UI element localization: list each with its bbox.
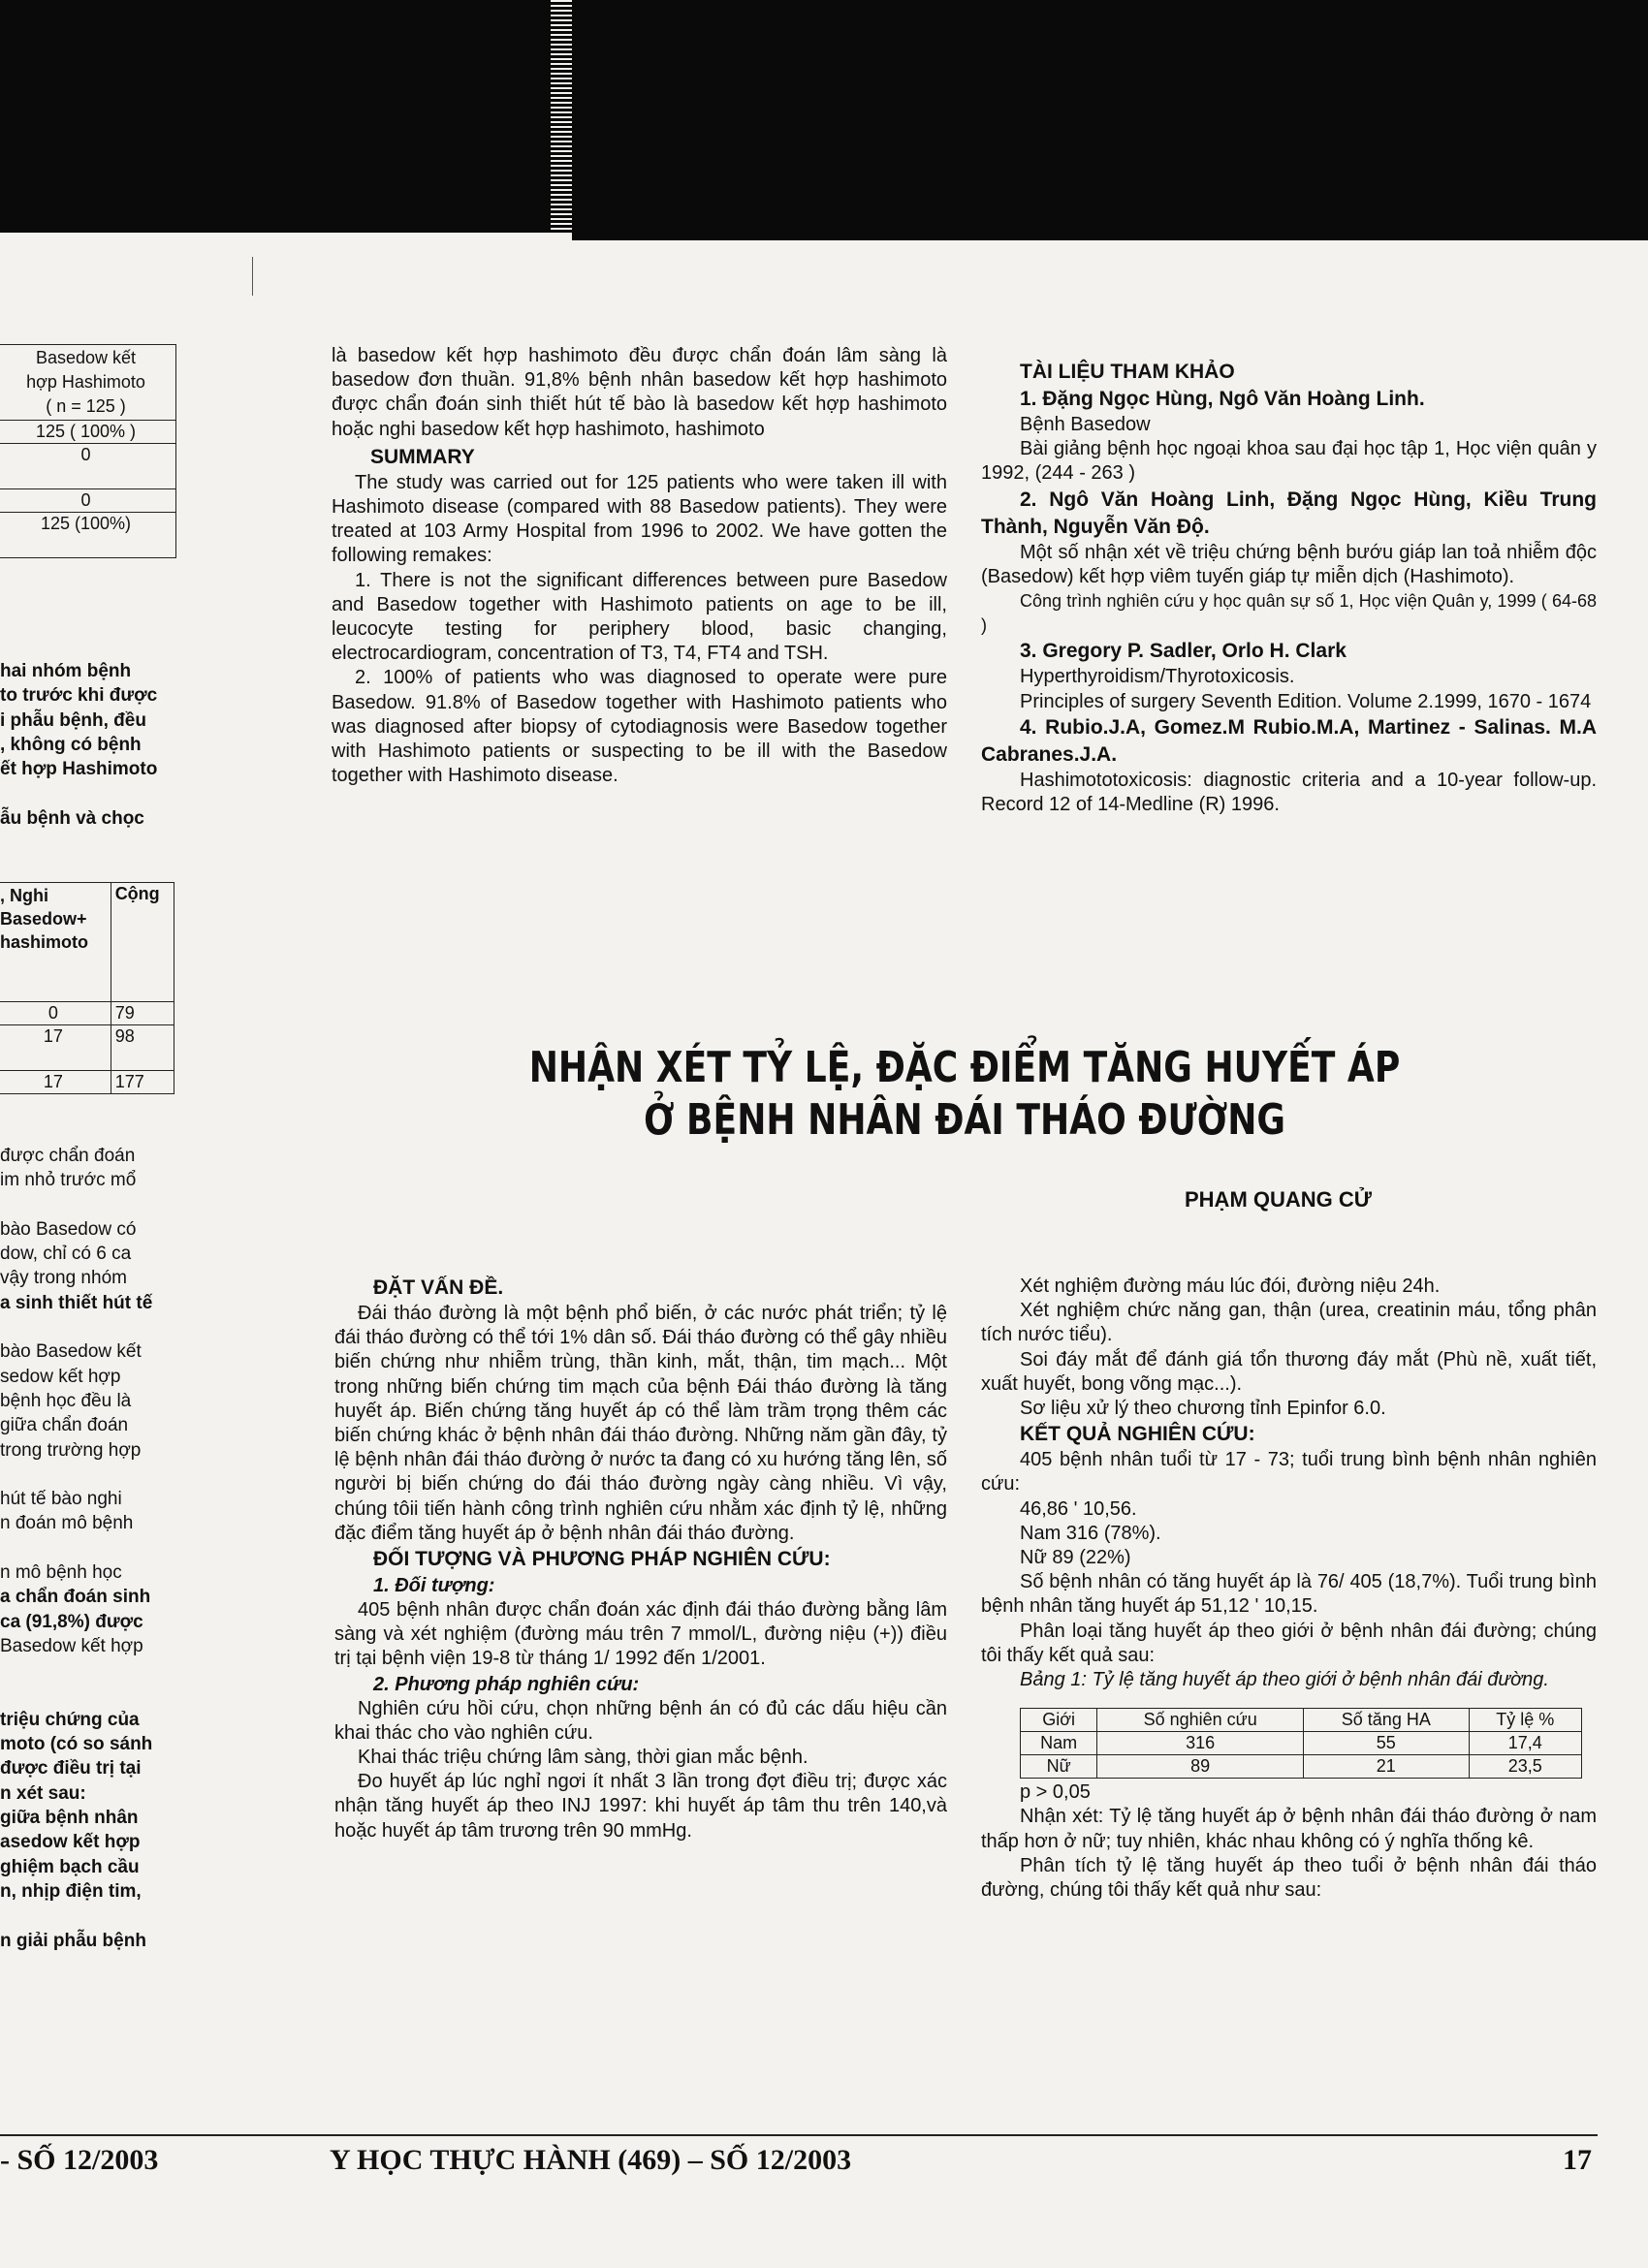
left-line: [0, 1536, 152, 1560]
left-line: Basedow kết hợp: [0, 1635, 143, 1656]
doi-tuong-paragraph: 405 bệnh nhân được chẩn đoán xác định đái tháo đường bằng lâm sàng và xét nghiệm (đường máu trên 7 mmol/L, đường niệu (+)) điều trị tại bệnh viện 19-8 từ tháng 1/ 1992 đến 1/2001.: [334, 1599, 947, 1670]
results-paragraph: Phân tích tỷ lệ tăng huyết áp theo tuổi ở bệnh nhân đái tháo đường, chúng tôi thấy kết quả như sau:: [981, 1854, 1597, 1902]
results-paragraph: Nam 316 (78%).: [1020, 1522, 1161, 1544]
summary-paragraph: The study was carried out for 125 patients who were taken ill with Hashimoto disease (compared with 88 Basedow patients). They were treated at 103 Army Hospital from 1996 to 2002. We have gotten the following remakes:: [332, 471, 947, 567]
left-line: triệu chứng của: [0, 1709, 140, 1730]
results-paragraph: 46,86 ' 10,56.: [1020, 1497, 1137, 1520]
table-cell: 21: [1304, 1755, 1469, 1779]
reference-line: Bài giảng bệnh học ngoại khoa sau đại học tập 1, Học viện quân y 1992, (244 - 263 ): [981, 438, 1597, 485]
left-line: asedow kết hợp: [0, 1832, 141, 1853]
left-line: a sinh thiết hút tế: [0, 1292, 153, 1313]
footer-journal: Y HỌC THỰC HÀNH (469) – SỐ 12/2003: [330, 2144, 852, 2176]
footer-left-fragment: - SỐ 12/2003: [0, 2144, 159, 2176]
left-line: to trước khi được: [0, 685, 158, 707]
left-line: im nhỏ trước mổ: [0, 1170, 137, 1191]
results-paragraph: Nữ 89 (22%): [1020, 1547, 1131, 1569]
left-line: n đoán mô bệnh: [0, 1513, 134, 1534]
left-table-1: [0, 344, 176, 558]
table-cell: 55: [1304, 1732, 1469, 1755]
table-cell: Nữ: [1021, 1755, 1097, 1779]
left-table-1-header-line: hợp Hashimoto: [26, 372, 145, 392]
reference-authors: 4. Rubio.J.A, Gomez.M Rubio.M.A, Martinez - Salinas. M.A Cabranes.J.A.: [981, 715, 1597, 766]
results-paragraph: Số bệnh nhân có tăng huyết áp là 76/ 405 (18,7%). Tuổi trung bình bệnh nhân tăng huyết áp 51,12 ' 10,15.: [981, 1571, 1597, 1618]
left-table-1-header-line: ( n = 125 ): [46, 396, 126, 416]
left-table-2-cell: 79: [111, 1002, 174, 1025]
summary-paragraph: 1. There is not the significant differences between pure Basedow and Basedow together with Hashimoto patients on age to be ill, leucocyte testing for periphery blood, basic changing, electrocardiogram, concentration of T3, T4, FT4 and TSH.: [332, 569, 947, 665]
left-text-1: [0, 659, 157, 831]
left-line: bệnh học đều là: [0, 1390, 132, 1411]
reference-line: Principles of surgery Seventh Edition. Volume 2.1999, 1670 - 1674: [1020, 690, 1592, 712]
table-cell: 23,5: [1469, 1755, 1581, 1779]
article-column-left: [334, 1275, 947, 1843]
phuong-phap-paragraph: Nghiên cứu hồi cứu, chọn những bệnh án có đủ các dấu hiệu cần khai thác cho vào nghiên cứu.: [334, 1697, 947, 1744]
left-line: [0, 1684, 152, 1708]
reference-line: Bệnh Basedow: [1020, 414, 1151, 435]
left-line: trong trường hợp: [0, 1439, 142, 1461]
footer-rule: [0, 2134, 1598, 2136]
phuong-phap-paragraph: Khai thác triệu chứng lâm sàng, thời gian mắc bệnh.: [358, 1747, 808, 1769]
left-line: ẫu bệnh và chọc: [0, 807, 144, 829]
reference-authors: 1. Đặng Ngọc Hùng, Ngô Văn Hoàng Linh.: [1020, 388, 1425, 410]
previous-article-end: [332, 344, 947, 788]
section-heading-methods: ĐỐI TƯỢNG VÀ PHƯƠNG PHÁP NGHIÊN CỨU:: [373, 1548, 831, 1571]
left-line: [0, 1463, 152, 1487]
article-title: [407, 1042, 1522, 1147]
table-header: Số tăng HA: [1304, 1709, 1469, 1732]
left-table-1-cell: 125 ( 100% ): [0, 421, 176, 444]
methods-paragraph: Sơ liệu xử lý theo chương tỉnh Epinfor 6.0.: [1020, 1398, 1386, 1420]
table-cell: 17,4: [1469, 1732, 1581, 1755]
left-table-2-header: Cộng: [111, 883, 174, 1002]
section-heading-dat-van-de: ĐẶT VẤN ĐỀ.: [373, 1276, 504, 1299]
left-line: bào Basedow kết: [0, 1341, 142, 1363]
left-line: sedow kết hợp: [0, 1366, 121, 1387]
left-table-2-header-line: hashimoto: [0, 932, 89, 952]
reference-line: Hyperthyroidism/Thyrotoxicosis.: [1020, 666, 1295, 688]
references: [981, 359, 1597, 817]
column-divider: [252, 257, 253, 296]
left-line: moto (có so sánh: [0, 1734, 153, 1755]
left-line: [0, 1315, 152, 1339]
reference-authors: 3. Gregory P. Sadler, Orlo H. Clark: [1020, 640, 1347, 663]
page-number: 17: [1563, 2144, 1592, 2176]
left-line: được chẩn đoán: [0, 1146, 136, 1166]
left-table-1-cell: 125 (100%): [0, 513, 176, 558]
left-table-2: [0, 882, 174, 1094]
left-table-2-header: [0, 883, 111, 1002]
left-text-2: [0, 1144, 152, 1953]
results-paragraph: Nhận xét: Tỷ lệ tăng huyết áp ở bệnh nhân đái tháo đường ở nam thấp hơn ở nữ; tuy nhiên, khác nhau không có ý nghĩa thống kê.: [981, 1806, 1597, 1852]
methods-paragraph: Xét nghiệm đường máu lúc đói, đường niệu 24h.: [1020, 1276, 1441, 1297]
table-caption: Bảng 1: Tỷ lệ tăng huyết áp theo giới ở bệnh nhân đái đường.: [1020, 1669, 1549, 1691]
left-line: được điều trị tại: [0, 1758, 142, 1780]
table-header: Tỷ lệ %: [1469, 1709, 1581, 1732]
table-header: Số nghiên cứu: [1097, 1709, 1304, 1732]
left-line: a chẩn đoán sinh: [0, 1587, 151, 1608]
previous-article-conclusion: là basedow kết hợp hashimoto đều được chẩn đoán lâm sàng là basedow đơn thuần. 91,8% bệnh nhân basedow kết hợp hashimoto được chẩn đoán sinh thiết hút tế bào là basedow kết hợp hashimoto hoặc nghi basedow kết hợp hashimoto, hashimoto: [332, 345, 947, 440]
left-line: bào Basedow có: [0, 1218, 137, 1240]
left-line: [0, 781, 157, 805]
article-title-line-1: NHẬN XÉT TỶ LỆ, ĐẶC ĐIỂM TĂNG HUYẾT ÁP: [528, 1043, 1401, 1092]
left-line: hút tế bào nghi: [0, 1489, 122, 1510]
reference-line: Công trình nghiên cứu y học quân sự số 1, Học viện Quân y, 1999 ( 64-68 ): [981, 591, 1597, 636]
left-line: n, nhịp điện tim,: [0, 1880, 142, 1902]
left-line: giữa bệnh nhân: [0, 1808, 139, 1829]
left-line: n giải phẫu bệnh: [0, 1930, 146, 1951]
left-line: [0, 1904, 152, 1928]
left-line: n mô bệnh học: [0, 1562, 122, 1584]
left-line: hai nhóm bệnh: [0, 661, 132, 681]
summary-heading: SUMMARY: [370, 445, 475, 468]
left-line: [0, 1193, 152, 1217]
table-cell: 89: [1097, 1755, 1304, 1779]
dat-van-de-paragraph: Đái tháo đường là một bệnh phổ biến, ở các nước phát triển; tỷ lệ đái tháo đường có thể tới 1% dân số. Đái tháo đường có thể gây nhiều biến chứng như nhiễm trùng, thần kinh, mắt, thận, tim mạch... Một trong những biến chứng tim mạch của bệnh Đái tháo đường là tăng huyết áp. Biến chứng tăng huyết áp có thể làm trầm trọng thêm các biến chứng khác ở bệnh nhân đái tháo đường. Những năm gần đây, tỷ lệ bệnh nhân đái tháo đường ở nước ta đang có xu hướng tăng lên, số người bị biến chứng do đái tháo đường ngày càng nhiều. Vì vậy, chúng tôii tiến hành công trình nghiên cứu nhằm xác định tỷ lệ, những đặc điểm tăng huyết áp ở bệnh nhân đái tháo đường.: [334, 1303, 947, 1544]
left-table-2-cell: 98: [111, 1025, 174, 1071]
article-title-line-2: Ở BỆNH NHÂN ĐÁI THÁO ĐƯỜNG: [643, 1095, 1286, 1145]
left-line: ca (91,8%) được: [0, 1611, 143, 1632]
left-line: giữa chẩn đoán: [0, 1415, 129, 1436]
left-line: ghiệm bạch cầu: [0, 1856, 140, 1877]
left-table-2-cell: 17: [0, 1025, 111, 1071]
left-line: ết hợp Hashimoto: [0, 759, 158, 780]
left-line: n xét sau:: [0, 1782, 86, 1804]
left-line: vậy trong nhóm: [0, 1268, 127, 1289]
left-table-1-cell: 0: [0, 444, 176, 489]
reference-line: Một số nhận xét về triệu chứng bệnh bướu giáp lan toả nhiễm độc (Basedow) kết hợp viêm tuyến giáp tự miễn dịch (Hashimoto).: [981, 541, 1597, 587]
reference-authors: 2. Ngô Văn Hoàng Linh, Đặng Ngọc Hùng, Kiều Trung Thành, Nguyễn Văn Độ.: [981, 488, 1597, 538]
left-line: [0, 1658, 152, 1683]
table-cell: Nam: [1021, 1732, 1097, 1755]
subheading-phuong-phap: 2. Phương pháp nghiên cứu:: [373, 1673, 640, 1695]
left-table-2-cell: 0: [0, 1002, 111, 1025]
table-header: Giới: [1021, 1709, 1097, 1732]
methods-paragraph: Xét nghiệm chức năng gan, thận (urea, creatinin máu, tổng phân tích nước tiểu).: [981, 1300, 1597, 1346]
scan-border-right: [572, 0, 1648, 240]
article-column-right: [981, 1275, 1597, 1903]
left-table-2-header-line: , Nghi: [0, 886, 48, 905]
results-paragraph: 405 bệnh nhân tuổi từ 17 - 73; tuổi trung bình bệnh nhân nghiên cứu:: [981, 1449, 1597, 1496]
table-cell: 316: [1097, 1732, 1304, 1755]
left-table-1-header-line: Basedow kết: [35, 348, 137, 367]
left-table-1-cell: 0: [0, 489, 176, 513]
methods-paragraph: Soi đáy mắt để đánh giá tổn thương đáy mắt (Phù nề, xuất tiết, xuất huyết, bong võng mạc...).: [981, 1348, 1597, 1395]
subheading-doi-tuong: 1. Đối tượng:: [373, 1575, 495, 1597]
scan-border-left: [0, 0, 551, 233]
summary-paragraph: 2. 100% of patients who was diagnosed to operate were pure Basedow. 91.8% of Basedow together with Hashimoto patients who was diagnosed after biopsy of cytodiagnosis were Basedow together with Hashimoto patients or suspecting to be ill with the Basedow together with Hashimoto disease.: [332, 667, 947, 787]
scan-border-gap: [551, 0, 572, 233]
results-paragraph: Phân loại tăng huyết áp theo giới ở bệnh nhân đái đường; chúng tôi thấy kết quả sau:: [981, 1620, 1597, 1666]
left-table-2-cell: 177: [111, 1071, 174, 1094]
reference-line: Hashimototoxicosis: diagnostic criteria and a 10-year follow-up. Record 12 of 14-Medline (R) 1996.: [981, 769, 1597, 816]
results-table-1: [1020, 1708, 1582, 1779]
left-table-1-header: [0, 345, 176, 421]
article-author: PHẠM QUANG CỬ: [1185, 1187, 1373, 1212]
section-heading-results: KẾT QUẢ NGHIÊN CỨU:: [1020, 1423, 1255, 1446]
references-heading: TÀI LIỆU THAM KHẢO: [1020, 361, 1235, 383]
left-table-2-header-line: Basedow+: [0, 909, 87, 929]
left-table-2-cell: 17: [0, 1071, 111, 1094]
phuong-phap-paragraph: Đo huyết áp lúc nghỉ ngơi ít nhất 3 lần trong đợt điều trị; được xác nhận tăng huyết áp theo INJ 1997: khi huyết áp tâm thu trên 140,và hoặc huyết áp tâm trương trên 90 mmHg.: [334, 1771, 947, 1842]
left-line: dow, chỉ có 6 ca: [0, 1244, 132, 1265]
left-line: i phẫu bệnh, đều: [0, 709, 146, 731]
p-value: p > 0,05: [1020, 1781, 1091, 1804]
left-line: , không có bệnh: [0, 734, 142, 755]
